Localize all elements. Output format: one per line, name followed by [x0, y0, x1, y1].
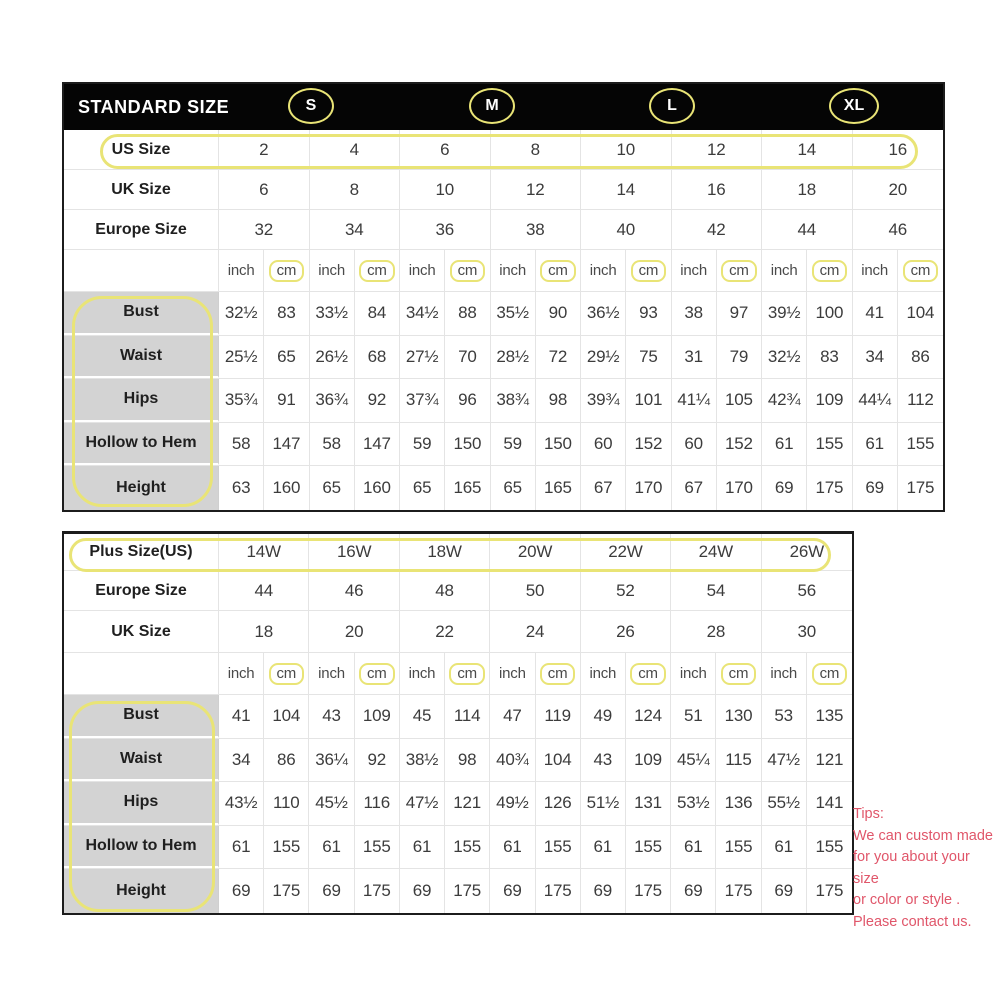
- measurement-cell: 90: [536, 292, 581, 335]
- measurement-cell: 42¾: [762, 379, 807, 422]
- unit-cell-cm: [264, 250, 309, 291]
- measurement-cell: 41: [853, 292, 898, 335]
- measurement-cell: 35½: [491, 292, 536, 335]
- highlight-cm-box: cm: [269, 260, 305, 282]
- measurement-cell: 53: [762, 695, 807, 738]
- highlight-cm-box: cm: [721, 663, 757, 685]
- tips-line: for you about your size: [853, 849, 970, 887]
- measurement-cell: 28½: [491, 336, 536, 379]
- size-value-cell: 42: [672, 210, 763, 249]
- highlight-cm-box: cm: [540, 260, 576, 282]
- unit-cell-inch: inch: [581, 250, 626, 291]
- measurement-cell: 45: [400, 695, 445, 738]
- measurement-cell: 79: [717, 336, 762, 379]
- size-row: [64, 571, 852, 611]
- measurement-cell: 29½: [581, 336, 626, 379]
- measurement-cell: 155: [445, 826, 490, 869]
- size-row: [64, 210, 943, 250]
- measurement-cell: 43: [581, 739, 626, 782]
- measurement-cell: 155: [264, 826, 309, 869]
- standard-size-header: [64, 84, 943, 130]
- size-value-cell: 20: [309, 611, 399, 652]
- measurement-cell: 36½: [581, 292, 626, 335]
- measurement-cell: 61: [219, 826, 264, 869]
- measurement-cell: 40¾: [490, 739, 535, 782]
- measurement-cell: 175: [716, 869, 761, 913]
- size-value-cell: 8: [310, 170, 401, 209]
- measurement-cell: 92: [355, 739, 400, 782]
- unit-cell-cm: [807, 250, 852, 291]
- tips-line: or color or style .: [853, 892, 961, 908]
- measurement-cell: 37¾: [400, 379, 445, 422]
- size-group-badge-m: M: [469, 88, 515, 124]
- measurement-cell: 43½: [219, 782, 264, 825]
- measurement-cell: 34½: [400, 292, 445, 335]
- measurement-cell: 115: [716, 739, 761, 782]
- size-group-badge-l: L: [649, 88, 695, 124]
- measurement-cell: 45½: [309, 782, 354, 825]
- measurement-cell: 165: [445, 466, 490, 510]
- unit-row-label-cell: [64, 250, 219, 291]
- measurement-cell: 91: [264, 379, 309, 422]
- measurement-cell: 41¼: [672, 379, 717, 422]
- measurement-cell: 150: [536, 423, 581, 466]
- measurement-cell: 70: [445, 336, 490, 379]
- measurement-cell: 61: [400, 826, 445, 869]
- measurement-cell: 83: [264, 292, 309, 335]
- measurement-cell: 65: [264, 336, 309, 379]
- measurement-cell: 110: [264, 782, 309, 825]
- measurement-cell: 49½: [490, 782, 535, 825]
- measurement-cell: 25½: [219, 336, 264, 379]
- measurement-cell: 39¾: [581, 379, 626, 422]
- measurement-cell: 47½: [762, 739, 807, 782]
- row-label: Hollow to Hem: [64, 423, 219, 466]
- size-value-cell: 56: [797, 580, 817, 600]
- unit-cell-cm: [445, 653, 490, 694]
- measurement-cell: 104: [906, 303, 935, 323]
- measurement-cell: 58: [219, 423, 264, 466]
- measurement-cell: 26½: [310, 336, 355, 379]
- measurement-cell: 175: [264, 869, 309, 913]
- measurement-cell: 69: [219, 869, 264, 913]
- measurement-cell: 69: [581, 869, 626, 913]
- size-value-cell: 4: [310, 130, 401, 169]
- size-value-cell: 44: [762, 210, 853, 249]
- measurement-cell: 104: [536, 739, 581, 782]
- measurement-row: [64, 826, 852, 870]
- tips-note: [853, 804, 999, 933]
- highlight-cm-box: cm: [269, 663, 305, 685]
- measurement-cell: 65: [310, 466, 355, 510]
- unit-cell-inch: inch: [400, 653, 445, 694]
- measurement-cell: 98: [445, 739, 490, 782]
- measurement-cell: 86: [264, 739, 309, 782]
- measurement-row: [64, 869, 852, 913]
- unit-cell-inch: inch: [400, 250, 445, 291]
- measurement-cell: 34: [219, 739, 264, 782]
- unit-cell-cm: [626, 653, 671, 694]
- measurement-cell: 155: [815, 837, 844, 857]
- measurement-cell: 53½: [671, 782, 716, 825]
- measurement-cell: 84: [355, 292, 400, 335]
- size-value-cell: 16: [672, 170, 763, 209]
- measurement-cell: 75: [626, 336, 671, 379]
- highlight-cm-box: cm: [631, 260, 667, 282]
- size-value-cell: 26W: [789, 542, 824, 561]
- measurement-cell: 36¾: [310, 379, 355, 422]
- measurement-cell: 63: [219, 466, 264, 510]
- measurement-row: [64, 466, 943, 510]
- size-value-cell: 54: [671, 571, 761, 610]
- measurement-cell: 61: [853, 423, 898, 466]
- measurement-cell: 61: [762, 423, 807, 466]
- row-label: US Size: [64, 130, 219, 169]
- measurement-cell: 59: [400, 423, 445, 466]
- size-value-cell: 16: [888, 139, 907, 159]
- measurement-cell: 141: [815, 793, 844, 813]
- row-label: Hips: [64, 782, 219, 825]
- standard-size-table: [62, 82, 945, 512]
- measurement-cell: 124: [626, 695, 671, 738]
- row-label: Hollow to Hem: [64, 826, 219, 869]
- unit-cell-cm: [716, 653, 761, 694]
- measurement-cell: 175: [445, 869, 490, 913]
- row-label: Height: [64, 869, 219, 913]
- unit-cell-inch: inch: [309, 653, 354, 694]
- measurement-cell: 170: [717, 466, 762, 510]
- unit-cell-inch: inch: [853, 250, 898, 291]
- measurement-cell: 101: [626, 379, 671, 422]
- unit-cell-inch: inch: [581, 653, 626, 694]
- row-label: Europe Size: [64, 210, 219, 249]
- unit-cell-cm: [898, 250, 943, 291]
- row-label: Hips: [64, 379, 219, 422]
- highlight-cm-box: cm: [630, 663, 666, 685]
- measurement-cell: 105: [717, 379, 762, 422]
- measurement-cell: 88: [445, 292, 490, 335]
- measurement-row: [64, 379, 943, 423]
- measurement-cell: 92: [355, 379, 400, 422]
- measurement-cell: 51½: [581, 782, 626, 825]
- size-value-cell: 38: [491, 210, 582, 249]
- measurement-cell: 61: [309, 826, 354, 869]
- highlight-cm-box: cm: [903, 260, 939, 282]
- measurement-cell: 170: [626, 466, 671, 510]
- size-value-cell: 26: [581, 611, 671, 652]
- measurement-cell: 155: [536, 826, 581, 869]
- measurement-cell: 72: [536, 336, 581, 379]
- measurement-cell: 109: [626, 739, 671, 782]
- unit-cell-cm: [807, 653, 852, 694]
- measurement-cell: 60: [672, 423, 717, 466]
- unit-cell-inch: inch: [491, 250, 536, 291]
- size-value-cell: 2: [219, 130, 310, 169]
- measurement-cell: 47½: [400, 782, 445, 825]
- measurement-row: [64, 423, 943, 467]
- size-value-cell: 24: [490, 611, 580, 652]
- tips-title: Tips:: [853, 806, 884, 822]
- unit-cell-cm: [264, 653, 309, 694]
- size-value-cell: 12: [491, 170, 582, 209]
- size-value-cell: 46: [309, 571, 399, 610]
- measurement-cell: 175: [626, 869, 671, 913]
- measurement-cell: 67: [581, 466, 626, 510]
- measurement-cell: 41: [219, 695, 264, 738]
- plus-size-table: [62, 531, 854, 915]
- unit-row: [64, 250, 943, 292]
- unit-cell-inch: inch: [762, 250, 807, 291]
- standard-size-title: STANDARD SIZE: [78, 96, 230, 117]
- measurement-cell: 69: [400, 869, 445, 913]
- highlight-cm-box: cm: [359, 663, 395, 685]
- measurement-cell: 114: [445, 695, 490, 738]
- measurement-cell: 31: [672, 336, 717, 379]
- measurement-cell: 119: [536, 695, 581, 738]
- unit-cell-cm: [626, 250, 671, 291]
- unit-cell-cm: [536, 250, 581, 291]
- unit-cell-cm: [355, 250, 400, 291]
- highlight-cm-box: cm: [450, 260, 486, 282]
- size-value-cell: 32: [219, 210, 310, 249]
- measurement-cell: 68: [355, 336, 400, 379]
- measurement-cell: 109: [807, 379, 852, 422]
- measurement-cell: 35¾: [219, 379, 264, 422]
- row-label: Waist: [64, 336, 219, 379]
- measurement-row: [64, 336, 943, 380]
- measurement-cell: 147: [355, 423, 400, 466]
- measurement-cell: 38¾: [491, 379, 536, 422]
- measurement-row: [64, 292, 943, 336]
- highlight-cm-box: cm: [540, 663, 576, 685]
- measurement-cell: 34: [853, 336, 898, 379]
- highlight-cm-box: cm: [449, 663, 485, 685]
- size-value-cell: 14: [581, 170, 672, 209]
- measurement-cell: 136: [716, 782, 761, 825]
- row-label: Waist: [64, 739, 219, 782]
- size-value-cell: 50: [490, 571, 580, 610]
- size-value-cell: 20: [888, 179, 907, 199]
- measurement-cell: 86: [911, 346, 930, 366]
- measurement-cell: 61: [671, 826, 716, 869]
- measurement-cell: 69: [671, 869, 716, 913]
- measurement-cell: 38: [672, 292, 717, 335]
- measurement-cell: 160: [264, 466, 309, 510]
- tips-line: Please contact us.: [853, 913, 972, 930]
- measurement-cell: 175: [906, 478, 935, 498]
- size-value-cell: 48: [400, 571, 490, 610]
- measurement-cell: 32½: [762, 336, 807, 379]
- measurement-cell: 67: [672, 466, 717, 510]
- measurement-cell: 44¼: [853, 379, 898, 422]
- measurement-cell: 175: [807, 466, 852, 510]
- measurement-cell: 43: [309, 695, 354, 738]
- measurement-cell: 175: [536, 869, 581, 913]
- row-label: Plus Size(US): [64, 534, 219, 570]
- measurement-cell: 65: [491, 466, 536, 510]
- size-value-cell: 22W: [581, 534, 671, 570]
- unit-cell-inch: inch: [672, 250, 717, 291]
- measurement-cell: 155: [807, 423, 852, 466]
- measurement-cell: 83: [807, 336, 852, 379]
- measurement-cell: 58: [310, 423, 355, 466]
- measurement-cell: 147: [264, 423, 309, 466]
- size-row: [64, 534, 852, 571]
- measurement-cell: 116: [355, 782, 400, 825]
- measurement-cell: 39½: [762, 292, 807, 335]
- size-value-cell: 18: [219, 611, 309, 652]
- measurement-cell: 55½: [762, 782, 807, 825]
- row-label: Bust: [64, 695, 219, 738]
- measurement-cell: 155: [626, 826, 671, 869]
- size-value-cell: 44: [219, 571, 309, 610]
- measurement-cell: 69: [309, 869, 354, 913]
- size-row: [64, 170, 943, 210]
- size-value-cell: 20W: [490, 534, 580, 570]
- measurement-cell: 38½: [400, 739, 445, 782]
- size-group-badge-xl: XL: [829, 88, 879, 124]
- measurement-cell: 112: [907, 390, 934, 410]
- measurement-cell: 96: [445, 379, 490, 422]
- unit-cell-inch: inch: [310, 250, 355, 291]
- measurement-cell: 152: [626, 423, 671, 466]
- measurement-cell: 155: [906, 434, 935, 454]
- measurement-cell: 150: [445, 423, 490, 466]
- unit-cell-cm: [355, 653, 400, 694]
- measurement-cell: 69: [853, 466, 898, 510]
- measurement-row: [64, 695, 852, 739]
- unit-cell-inch: inch: [219, 653, 264, 694]
- highlight-cm-box: cm: [812, 663, 848, 685]
- size-value-cell: 14W: [219, 534, 309, 570]
- measurement-cell: 45¼: [671, 739, 716, 782]
- unit-row-label-cell: [64, 653, 219, 694]
- measurement-cell: 100: [807, 292, 852, 335]
- size-value-cell: 10: [400, 170, 491, 209]
- measurement-cell: 121: [815, 749, 844, 769]
- measurement-cell: 32½: [219, 292, 264, 335]
- size-value-cell: 16W: [309, 534, 399, 570]
- size-value-cell: 34: [310, 210, 401, 249]
- size-value-cell: 6: [219, 170, 310, 209]
- size-value-cell: 28: [671, 611, 761, 652]
- measurement-cell: 47: [490, 695, 535, 738]
- measurement-row: [64, 782, 852, 826]
- row-label: UK Size: [64, 611, 219, 652]
- measurement-cell: 152: [717, 423, 762, 466]
- measurement-cell: 165: [536, 466, 581, 510]
- measurement-cell: 69: [762, 466, 807, 510]
- size-value-cell: 12: [672, 130, 763, 169]
- measurement-cell: 104: [264, 695, 309, 738]
- size-value-cell: 52: [581, 571, 671, 610]
- unit-cell-inch: inch: [762, 653, 807, 694]
- unit-cell-cm: [717, 250, 762, 291]
- measurement-cell: 51: [671, 695, 716, 738]
- highlight-cm-box: cm: [721, 260, 757, 282]
- measurement-cell: 109: [355, 695, 400, 738]
- measurement-row: [64, 739, 852, 783]
- measurement-cell: 97: [717, 292, 762, 335]
- unit-cell-inch: inch: [219, 250, 264, 291]
- highlight-cm-box: cm: [359, 260, 395, 282]
- measurement-cell: 121: [445, 782, 490, 825]
- measurement-cell: 175: [815, 881, 844, 901]
- measurement-cell: 65: [400, 466, 445, 510]
- size-row: [64, 611, 852, 653]
- size-value-cell: 8: [491, 130, 582, 169]
- row-label: Europe Size: [64, 571, 219, 610]
- size-value-cell: 40: [581, 210, 672, 249]
- measurement-cell: 59: [491, 423, 536, 466]
- size-value-cell: 22: [400, 611, 490, 652]
- row-label: Bust: [64, 292, 219, 335]
- measurement-cell: 61: [490, 826, 535, 869]
- measurement-cell: 69: [762, 869, 807, 913]
- size-value-cell: 36: [400, 210, 491, 249]
- measurement-cell: 155: [716, 826, 761, 869]
- measurement-cell: 93: [626, 292, 671, 335]
- unit-cell-inch: inch: [671, 653, 716, 694]
- size-group-badge-s: S: [288, 88, 334, 124]
- unit-row: [64, 653, 852, 695]
- size-value-cell: 30: [797, 621, 817, 641]
- size-value-cell: 14: [762, 130, 853, 169]
- size-value-cell: 18W: [400, 534, 490, 570]
- measurement-cell: 69: [490, 869, 535, 913]
- unit-cell-cm: [536, 653, 581, 694]
- size-value-cell: 24W: [671, 534, 761, 570]
- measurement-cell: 33½: [310, 292, 355, 335]
- size-value-cell: 6: [400, 130, 491, 169]
- measurement-cell: 160: [355, 466, 400, 510]
- measurement-cell: 61: [762, 826, 807, 869]
- highlight-cm-box: cm: [812, 260, 848, 282]
- size-value-cell: 46: [888, 219, 907, 239]
- measurement-cell: 155: [355, 826, 400, 869]
- unit-cell-inch: inch: [490, 653, 535, 694]
- measurement-cell: 130: [716, 695, 761, 738]
- measurement-cell: 175: [355, 869, 400, 913]
- measurement-cell: 27½: [400, 336, 445, 379]
- measurement-cell: 61: [581, 826, 626, 869]
- row-label: UK Size: [64, 170, 219, 209]
- measurement-cell: 135: [815, 706, 844, 726]
- measurement-cell: 60: [581, 423, 626, 466]
- unit-cell-cm: [445, 250, 490, 291]
- size-row: [64, 130, 943, 170]
- measurement-cell: 126: [536, 782, 581, 825]
- measurement-cell: 98: [536, 379, 581, 422]
- row-label: Height: [64, 466, 219, 510]
- measurement-cell: 49: [581, 695, 626, 738]
- size-value-cell: 18: [762, 170, 853, 209]
- measurement-cell: 36¼: [309, 739, 354, 782]
- tips-line: We can custom made: [853, 827, 993, 844]
- measurement-cell: 131: [626, 782, 671, 825]
- size-value-cell: 10: [581, 130, 672, 169]
